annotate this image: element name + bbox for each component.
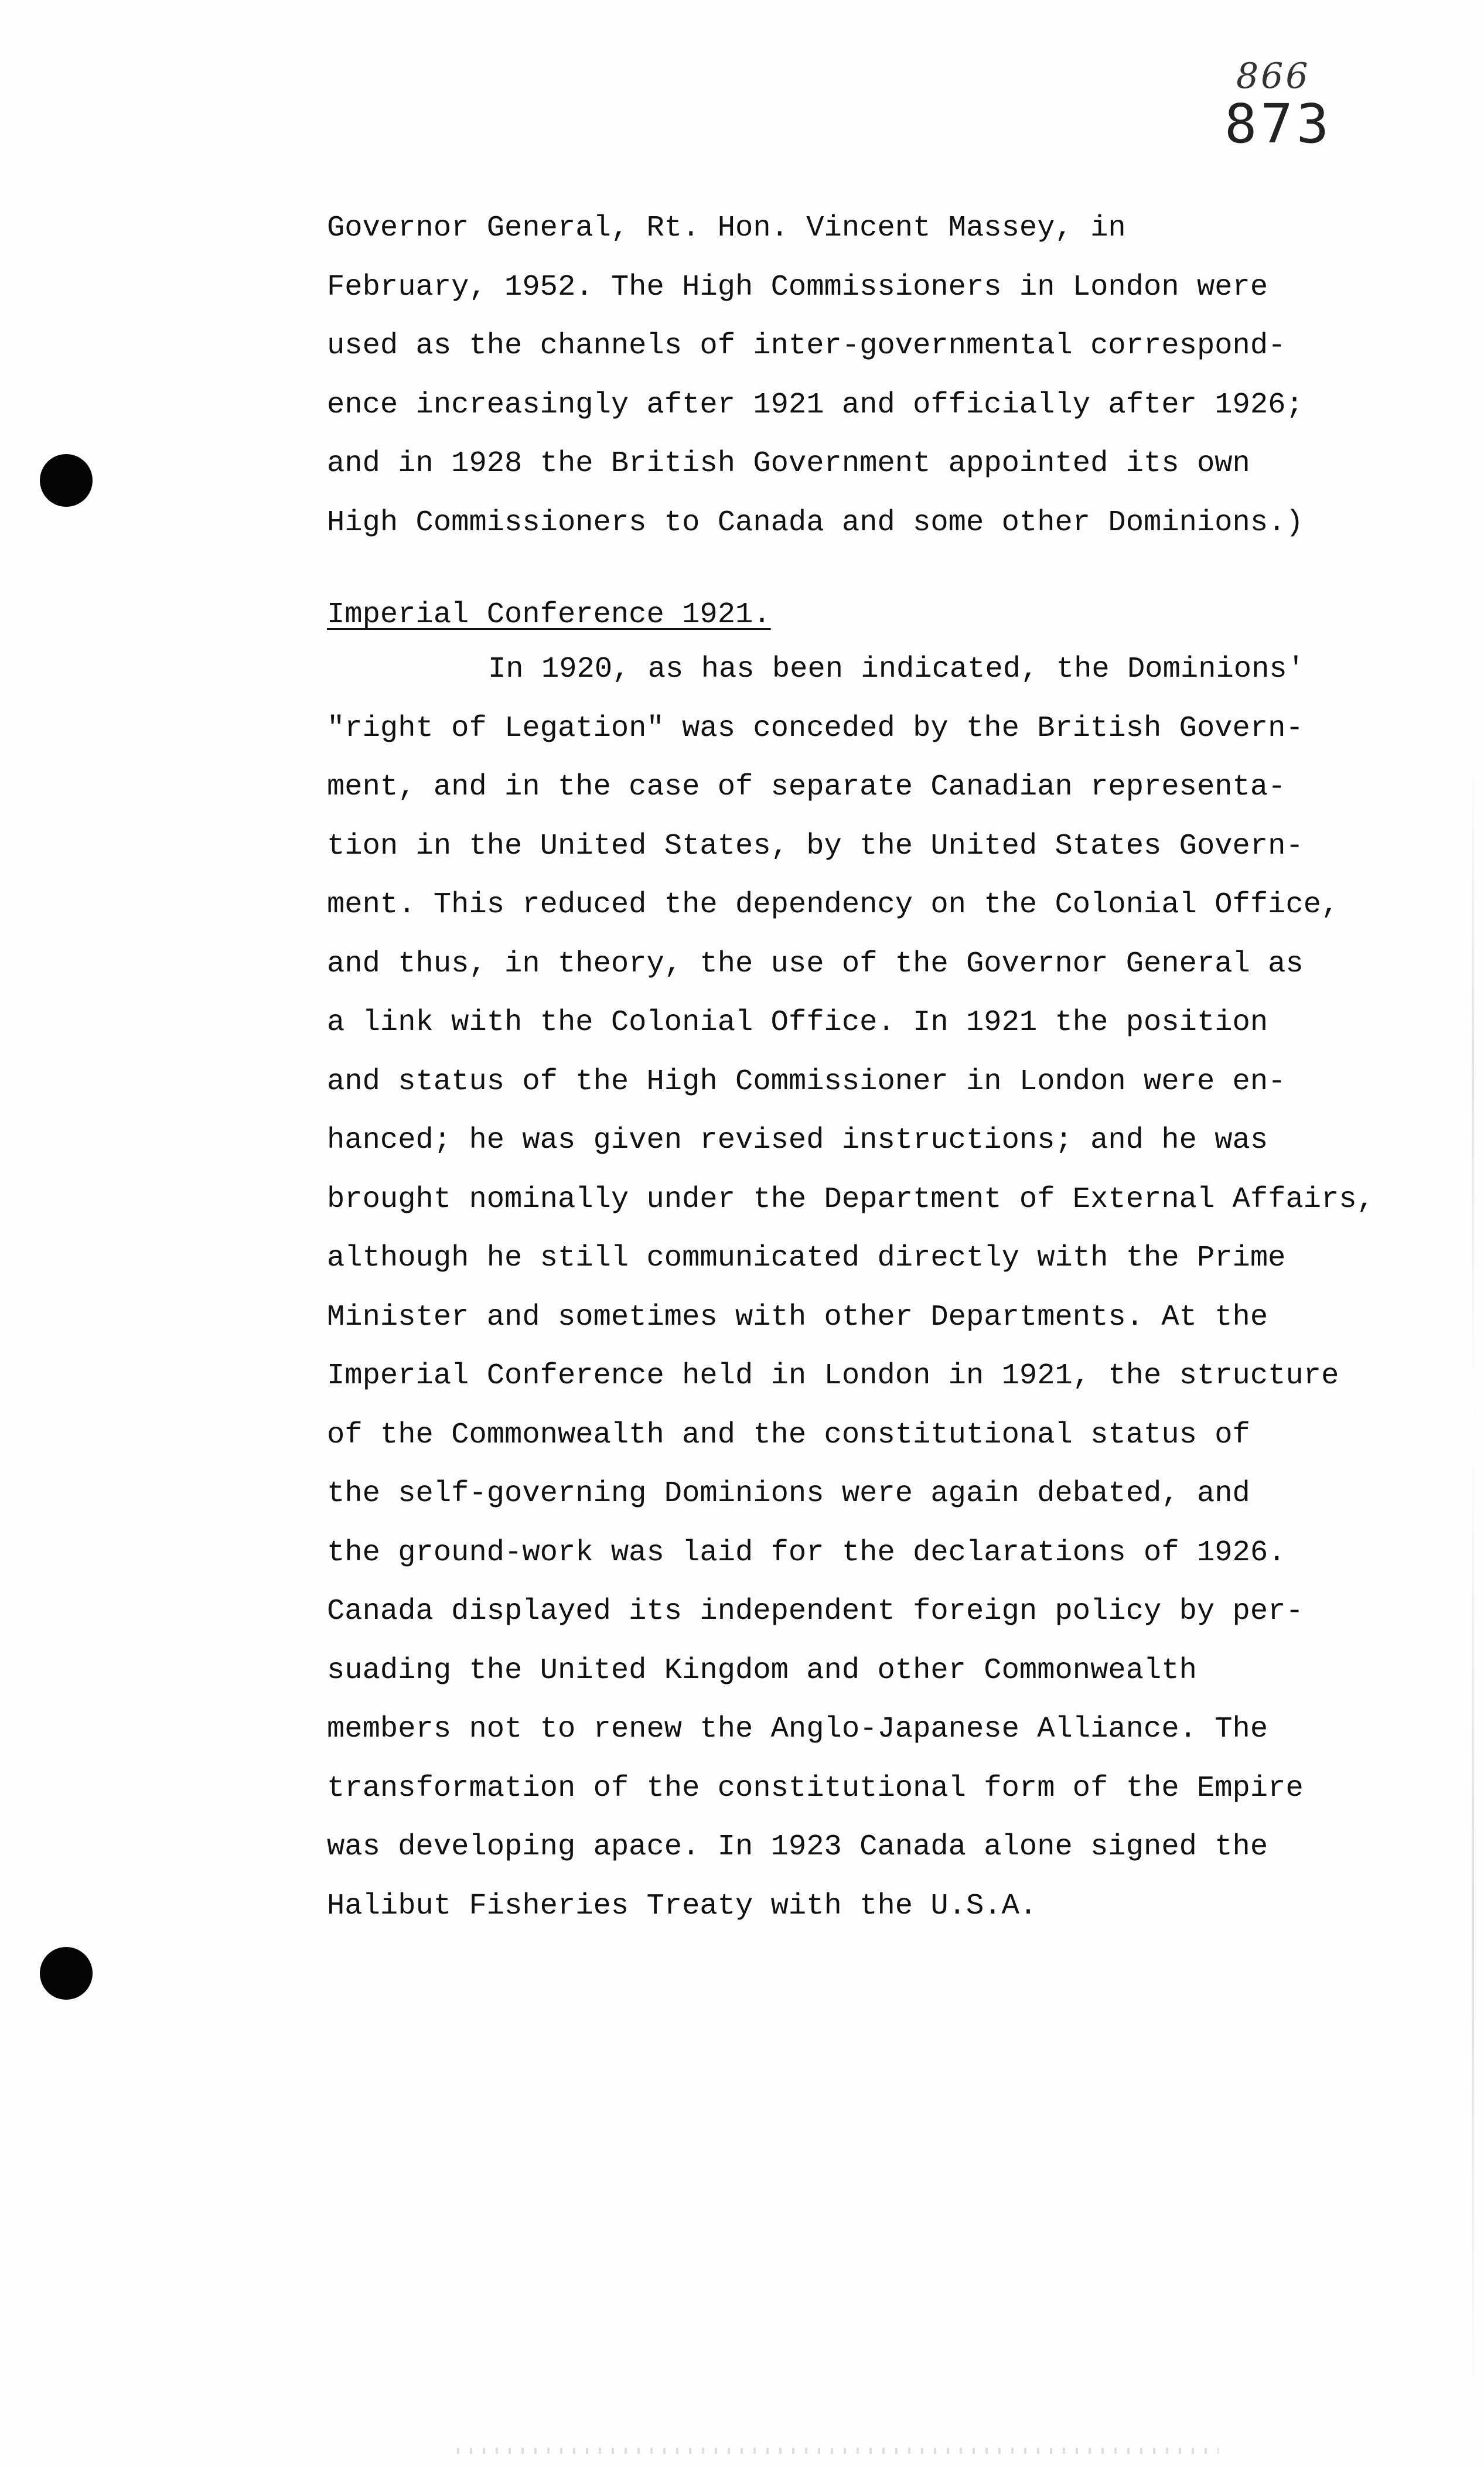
text-line: of the Commonwealth and the constitutional status of	[327, 1418, 1250, 1452]
text-line: Halibut Fisheries Treaty with the U.S.A.	[327, 1889, 1038, 1923]
paragraph-continued	[327, 199, 1417, 553]
text-line: suading the United Kingdom and other Commonwealth	[327, 1653, 1197, 1687]
paragraph-imperial-conference	[327, 640, 1417, 1936]
scan-edge-shadow	[1472, 732, 1474, 2432]
page-number-annotation: 866	[1236, 56, 1311, 97]
text-line: and in 1928 the British Government appointed its own	[327, 447, 1250, 480]
text-line-indented: In 1920, as has been indicated, the Dominions'	[488, 653, 1305, 686]
scan-specks	[457, 2448, 1219, 2454]
binder-hole-top	[40, 454, 93, 507]
text-line: High Commissioners to Canada and some other Dominions.)	[327, 506, 1304, 540]
page-number: 873	[1224, 93, 1333, 155]
text-line: and thus, in theory, the use of the Governor General as	[327, 947, 1304, 981]
text-line: the self-governing Dominions were again debated, and	[327, 1477, 1250, 1510]
text-line: February, 1952. The High Commissioners in London were	[327, 270, 1268, 304]
text-line: Minister and sometimes with other Departments. At the	[327, 1300, 1268, 1334]
text-line: Canada displayed its independent foreign policy by per-	[327, 1595, 1304, 1628]
text-line: and status of the High Commissioner in London were en-	[327, 1065, 1286, 1099]
text-line: members not to renew the Anglo-Japanese Alliance. The	[327, 1713, 1268, 1746]
text-line: was developing apace. In 1923 Canada alone signed the	[327, 1830, 1268, 1864]
text-line: ment, and in the case of separate Canadian representa-	[327, 770, 1286, 804]
text-line: a link with the Colonial Office. In 1921 the position	[327, 1006, 1268, 1039]
text-line: hanced; he was given revised instructions; and he was	[327, 1124, 1268, 1157]
text-line: used as the channels of inter-governmental correspond-	[327, 329, 1286, 363]
text-line: transformation of the constitutional form of the Empire	[327, 1771, 1304, 1805]
text-line: Governor General, Rt. Hon. Vincent Massey, in	[327, 212, 1126, 245]
section-heading: Imperial Conference 1921.	[327, 598, 771, 632]
text-line: brought nominally under the Department of External Affairs,	[327, 1182, 1374, 1216]
binder-hole-bottom	[40, 1947, 93, 2000]
text-line: the ground-work was laid for the declarations of 1926.	[327, 1536, 1286, 1570]
text-line: Imperial Conference held in London in 1921, the structure	[327, 1359, 1339, 1393]
text-line: although he still communicated directly with the Prime	[327, 1242, 1286, 1275]
text-line: ence increasingly after 1921 and officially after 1926;	[327, 388, 1304, 422]
text-line: ment. This reduced the dependency on the Colonial Office,	[327, 888, 1339, 922]
text-line: "right of Legation" was conceded by the British Govern-	[327, 711, 1304, 745]
text-line: tion in the United States, by the United States Govern-	[327, 829, 1304, 863]
